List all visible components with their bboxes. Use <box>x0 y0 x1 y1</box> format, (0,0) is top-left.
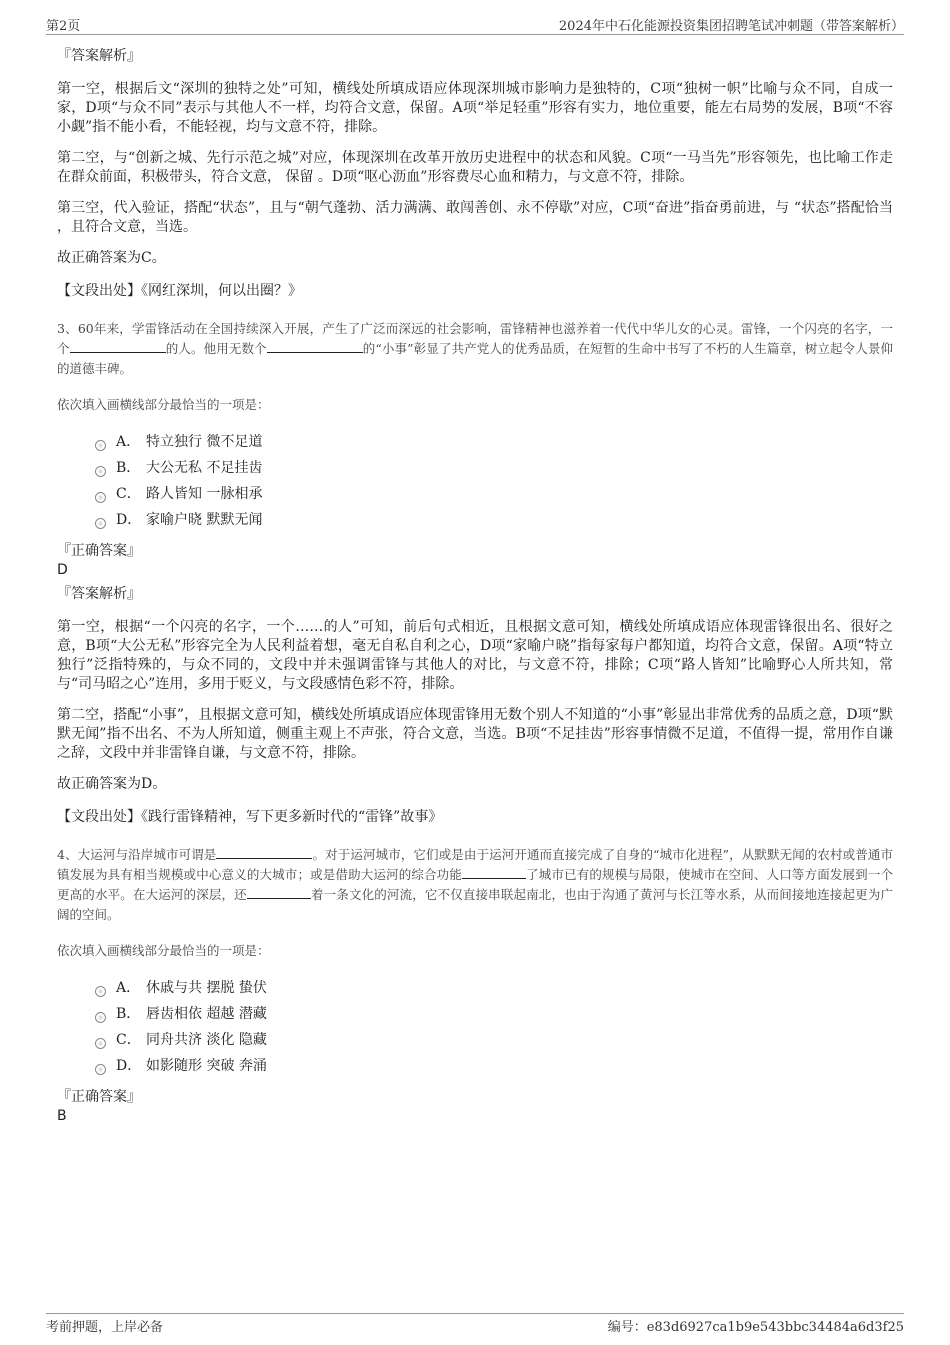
option-list <box>95 429 893 533</box>
question-text: 着一条文化的河流，它不仅直接串联起南北，也由于沟通了黄河与长江等水系，从而间接地连接起更为广阔的空间。 <box>57 887 893 922</box>
option-d[interactable]: D． 家喻户晓 默默无闻 <box>95 507 893 533</box>
question-text: 3、60年来，学雷锋活动在全国持续深入开展，产生了广泛而深远的社会影响，雷锋精神也滋养着一代代中华儿女的心灵。雷锋，一个闪亮的名字，一个 <box>57 321 893 356</box>
document-body <box>57 46 893 1130</box>
analysis-paragraph: 第三空，代入验证，搭配“状态”，且与“朝气蓬勃、活力满满、敢闯善创、永不停歇”对应，C项“奋进”指奋勇前进，与 “状态”搭配恰当 ，且符合文意，当选。 <box>57 200 893 235</box>
radio-button-icon[interactable] <box>95 466 106 477</box>
question-stem <box>57 319 893 379</box>
option-c[interactable]: C． 路人皆知 一脉相承 <box>95 481 893 507</box>
option-b[interactable]: B． 唇齿相依 超越 潜藏 <box>95 1001 893 1027</box>
radio-button-icon[interactable] <box>95 518 106 529</box>
analysis-label: 『答案解析』 <box>57 48 141 64</box>
question-text: 了城市已有的规模与局限，使城市在空间、人口等方面发展到一个更高的水平。在大运河的深层，还 <box>57 867 893 902</box>
question-stem <box>57 845 893 925</box>
question-text: 。对于运河城市，它们或是由于运河开通而直接完成了自身的“城市化进程”，从默默无闻的农村或普通市镇发展为具有相当规模或中心意义的大城市；或是借助大运河的综合功能 <box>57 847 893 882</box>
radio-button-icon[interactable] <box>95 492 106 503</box>
answer-conclusion: 故正确答案为C。 <box>57 250 166 266</box>
option-a[interactable]: A． 休戚与共 摆脱 蛰伏 <box>95 975 893 1001</box>
fill-blank <box>216 846 312 859</box>
fill-blank <box>462 866 526 879</box>
option-c[interactable]: C． 同舟共济 淡化 隐藏 <box>95 1027 893 1053</box>
document-id: 编号：e83d6927ca1b9e543bbc34484a6d3f25 <box>607 1320 904 1335</box>
analysis-label: 『答案解析』 <box>57 586 141 602</box>
correct-answer-label: 『正确答案』 <box>57 543 141 559</box>
document-title: 2024年中石化能源投资集团招聘笔试冲刺题（带答案解析） <box>558 19 904 34</box>
question-text: 的人。他用无数个 <box>165 341 267 356</box>
option-list <box>95 975 893 1079</box>
page-footer <box>46 1313 904 1334</box>
question-prompt: 依次填入画横线部分最恰当的一项是： <box>57 397 270 412</box>
page-number: 第2页 <box>46 19 81 34</box>
question-prompt: 依次填入画横线部分最恰当的一项是： <box>57 943 270 958</box>
question-text: 4、大运河与沿岸城市可谓是 <box>57 847 217 862</box>
radio-button-icon[interactable] <box>95 1012 106 1023</box>
correct-answer: D <box>57 562 68 578</box>
analysis-paragraph: 第二空，搭配“小事”，且根据文意可知，横线处所填成语应体现雷锋用无数个别人不知道的“小事”彰显出非常优秀的品质之意，D项“默默无闻”指不出名、不为人所知道，侧重主观上不声张，符合文意，当选。B项“不足挂齿”形容事情微不足道，不值得一提，常用作自谦之辞，文段中并非雷锋自谦，与文意不符，排除。 <box>57 707 893 761</box>
option-a[interactable]: A． 特立独行 微不足道 <box>95 429 893 455</box>
analysis-paragraph: 第一空，根据后文“深圳的独特之处”可知，横线处所填成语应体现深圳城市影响力是独特的，C项“独树一帜”比喻与众不同，自成一家，D项“与众不同”表示与其他人不一样，均符合文意，保留。A项“举足轻重”形容有实力，地位重要，能左右局势的发展，B项“不容小觑”指不能小看，不能轻视，均与文意不符，排除。 <box>57 81 893 135</box>
analysis-paragraph: 第二空，与“创新之城、先行示范之城”对应，体现深圳在改革开放历史进程中的状态和风貌。C项“一马当先”形容领先，也比喻工作走在群众前面，积极带头，符合文意， 保留 。D项“呕心沥血”形容费尽心血和精力，与文意不符，排除。 <box>57 150 893 185</box>
question-text: 的“小事”彰显了共产党人的优秀品质，在短暂的生命中书写了不朽的人生篇章，树立起令人景仰的道德丰碑。 <box>57 341 893 376</box>
footer-slogan: 考前押题，上岸必备 <box>46 1320 164 1335</box>
option-b[interactable]: B． 大公无私 不足挂齿 <box>95 455 893 481</box>
fill-blank <box>247 886 311 899</box>
radio-button-icon[interactable] <box>95 1064 106 1075</box>
radio-button-icon[interactable] <box>95 440 106 451</box>
analysis-paragraph: 第一空，根据“一个闪亮的名字，一个……的人”可知，前后句式相近，且根据文意可知，横线处所填成语应体现雷锋很出名、很好之意，B项“大公无私”形容完全为人民利益着想，毫无自私自利之心，D项“家喻户晓”指每家每户都知道，均符合文意，保留。A项“特立独行”泛指特殊的，与众不同的，文段中并未强调雷锋与其他人的对比，与文意不符，排除；C项“路人皆知”比喻野心人所共知，常与“司马昭之心”连用，多用于贬义，与文段感情色彩不符，排除。 <box>57 619 893 692</box>
answer-conclusion: 故正确答案为D。 <box>57 776 167 792</box>
fill-blank <box>267 340 363 353</box>
option-d[interactable]: D． 如影随形 突破 奔涌 <box>95 1053 893 1079</box>
radio-button-icon[interactable] <box>95 1038 106 1049</box>
correct-answer: B <box>57 1108 67 1124</box>
source-citation: 【文段出处】《践行雷锋精神，写下更多新时代的“雷锋”故事》 <box>57 809 443 825</box>
page-header <box>46 14 904 35</box>
source-citation: 【文段出处】《网红深圳，何以出圈？》 <box>57 283 302 299</box>
correct-answer-label: 『正确答案』 <box>57 1089 141 1105</box>
radio-button-icon[interactable] <box>95 986 106 997</box>
fill-blank <box>70 340 166 353</box>
